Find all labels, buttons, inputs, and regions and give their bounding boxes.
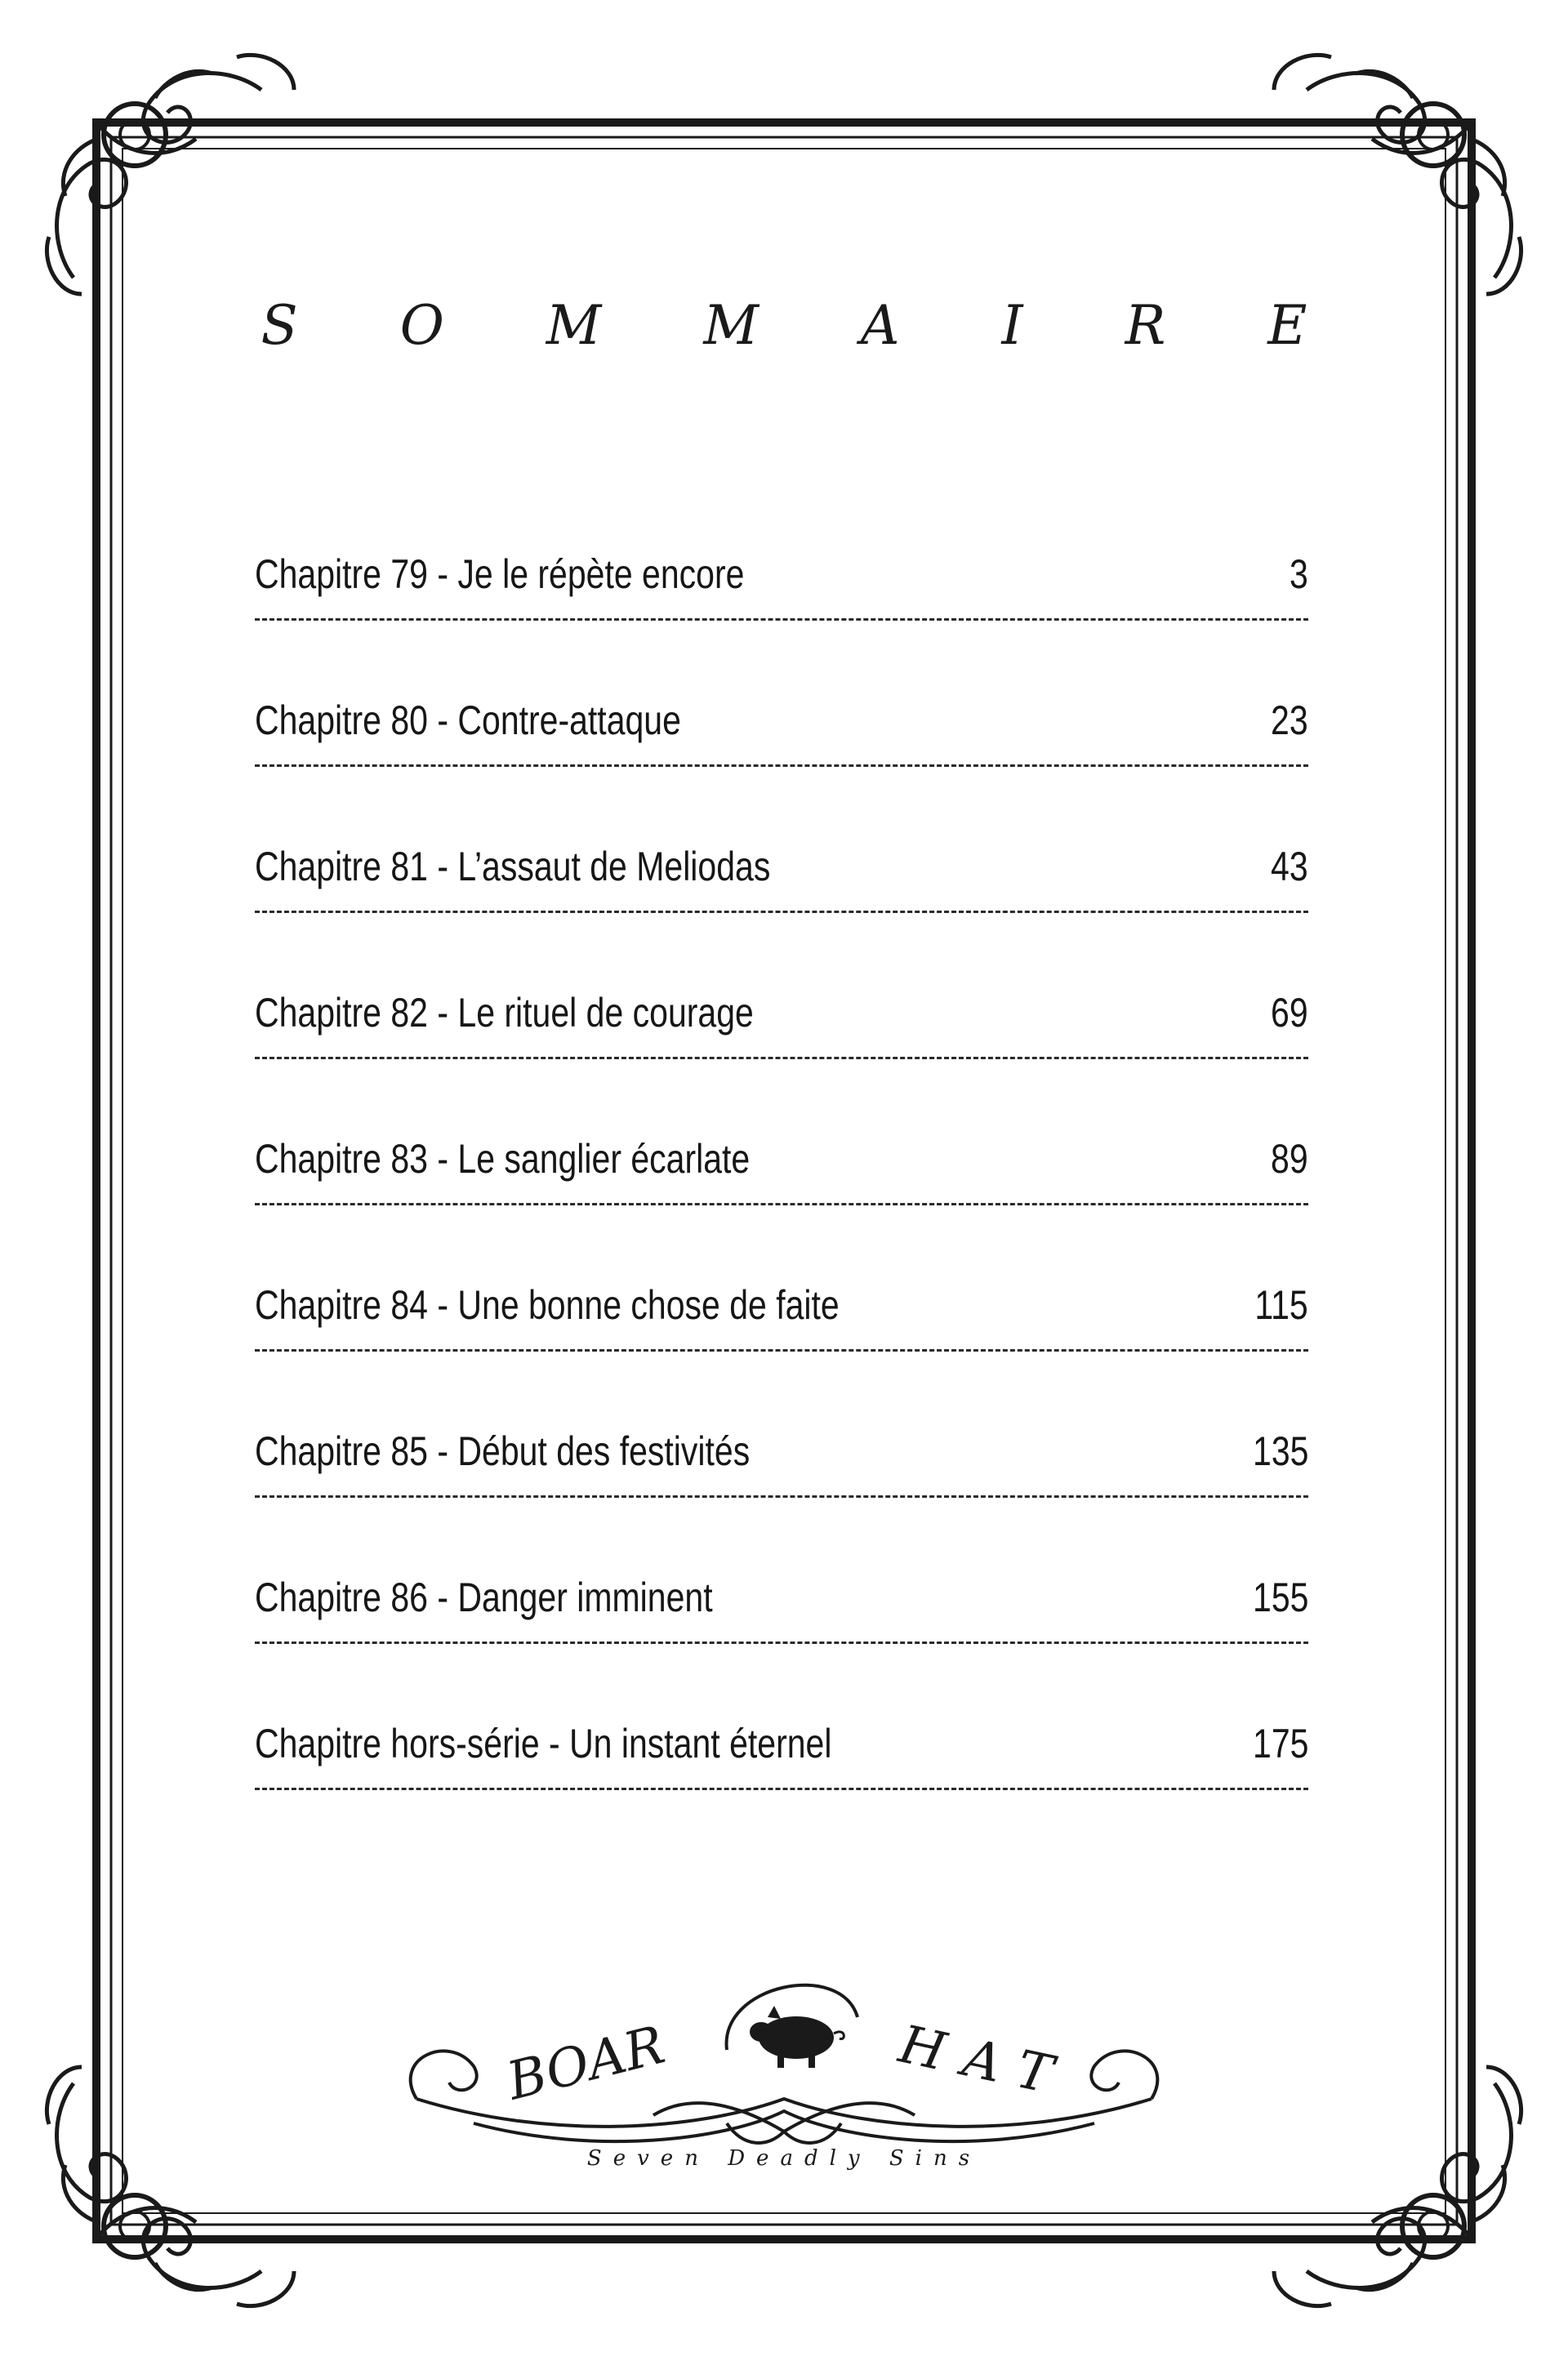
toc-entry-page: 3 (1290, 551, 1308, 597)
toc-entry-page: 23 (1271, 697, 1308, 743)
corner-ornament-top-left (47, 55, 294, 294)
logo-word-hat: HAT (893, 2014, 1077, 2110)
toc-entry-label: Chapitre 84 - Une bonne chose de faite (255, 1282, 840, 1328)
dashed-leader (255, 1788, 1308, 1790)
toc-entry (255, 523, 1308, 621)
pig-icon (750, 2006, 844, 2068)
toc-entry (255, 1400, 1308, 1498)
toc-entry (255, 1254, 1308, 1352)
toc-entry-label: Chapitre 81 - L’assaut de Meliodas (255, 844, 771, 889)
logo-word-boar: BOAR (501, 2015, 671, 2113)
toc-entry (255, 1107, 1308, 1205)
page-title: S O M M A I R E (261, 294, 1350, 357)
toc-entry (255, 1692, 1308, 1790)
toc-entry (255, 1546, 1308, 1644)
toc-entry-page: 69 (1271, 990, 1308, 1036)
toc-entry-page: 89 (1271, 1136, 1308, 1182)
toc-entry-page: 135 (1252, 1428, 1308, 1474)
toc-entry (255, 669, 1308, 767)
toc-entry-label: Chapitre 82 - Le rituel de courage (255, 990, 754, 1036)
dashed-leader (255, 618, 1308, 621)
dashed-leader (255, 1349, 1308, 1352)
toc-entry-page: 43 (1271, 844, 1308, 889)
logo-tagline: Seven Deadly Sins (586, 2146, 982, 2171)
dashed-leader (255, 1203, 1308, 1205)
dashed-leader (255, 1495, 1308, 1498)
toc-entry-label: Chapitre 86 - Danger imminent (255, 1575, 713, 1620)
toc-entry-label: Chapitre 83 - Le sanglier écarlate (255, 1136, 751, 1182)
toc-entry-label: Chapitre hors-série - Un instant éternel (255, 1721, 832, 1766)
toc-entry-page: 175 (1252, 1721, 1308, 1766)
toc-entry (255, 815, 1308, 913)
toc-entry-label: Chapitre 79 - Je le répète encore (255, 551, 745, 597)
toc-entry-page: 155 (1252, 1575, 1308, 1620)
toc-entry-page: 115 (1254, 1282, 1308, 1328)
toc-entry-label: Chapitre 85 - Début des festivités (255, 1428, 751, 1474)
dashed-leader (255, 911, 1308, 913)
dashed-leader (255, 764, 1308, 767)
boar-hat-logo (384, 1927, 1184, 2189)
toc-entry-label: Chapitre 80 - Contre-attaque (255, 697, 681, 743)
dashed-leader (255, 1642, 1308, 1644)
dashed-leader (255, 1057, 1308, 1059)
toc-entry (255, 961, 1308, 1059)
